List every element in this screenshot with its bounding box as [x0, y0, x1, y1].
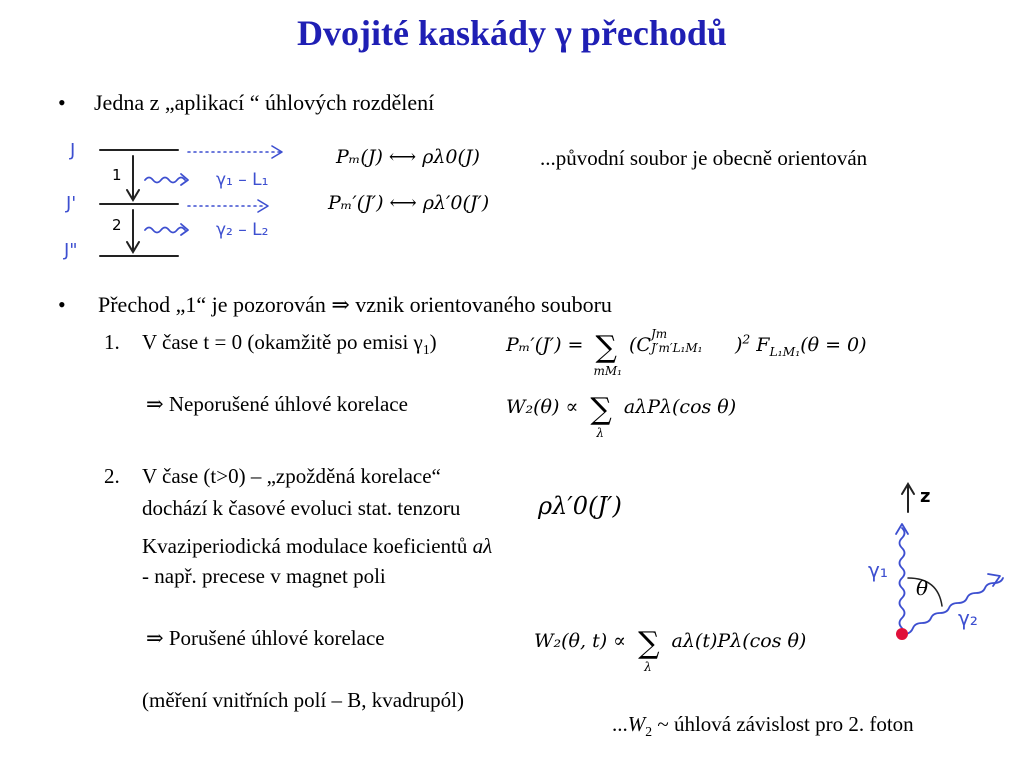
item1-text-main: V čase t = 0 (okamžitě po emisi γ	[142, 330, 423, 354]
footnote-text: ~ úhlová závislost pro 2. foton	[652, 712, 914, 736]
bullet2-text: Přechod „1“ je pozorován ⇒ vznik orientovaného souboru	[98, 292, 612, 317]
level-j-prime: J'	[66, 193, 77, 214]
item2-line2: dochází k časové evoluci stat. tenzoru	[142, 496, 461, 520]
footnote	[612, 712, 914, 740]
gamma1-label: γ₁	[868, 558, 888, 582]
theta-label: θ	[916, 576, 929, 600]
equation-w2	[506, 392, 737, 440]
bullet-marker: •	[58, 90, 66, 115]
eq1-c-sup: Jm	[650, 327, 668, 341]
item2-line4: - např. precese v magnet poli	[142, 564, 386, 588]
equation-w2-t	[534, 626, 807, 674]
z-axis-label: z	[920, 486, 931, 507]
eq1-sum-sub: mM₁	[593, 364, 622, 378]
transition-1-label: 1	[112, 166, 122, 184]
level-j-double-prime: J"	[64, 240, 78, 261]
angle-sketch	[850, 478, 1020, 658]
eq2-rhs: aλPλ(cos θ)	[623, 396, 737, 418]
equation-pm-rho: Pₘ(J) ⟷ ρλ0(J)	[336, 146, 480, 168]
photon-1-label: γ₁ – L₁	[216, 170, 269, 190]
item1-number: 1.	[104, 330, 120, 354]
eq1-f: F	[756, 334, 770, 356]
measurement-note: (měření vnitřních polí – B, kvadrupól)	[142, 688, 464, 712]
undisturbed-correlation: ⇒ Neporušené úhlové korelace	[146, 392, 408, 416]
item2-line1: V čase (t>0) – „zpožděná korelace“	[142, 464, 441, 488]
equation-pm-sum: Pₘ′(J′) = ∑ mM₁ (C Jm J′m′L₁M₁ )$^2$ $F_{L_1M_1}(\theta = 0)$	[506, 327, 867, 378]
item2-line3	[142, 534, 492, 559]
footnote-prefix: ...	[612, 712, 628, 736]
eq1-lhs: Pₘ′(J′) =	[506, 334, 584, 356]
eq1-c-sub: J′m′L₁M₁	[650, 341, 703, 355]
item1-close-paren: )	[429, 330, 437, 354]
sum-symbol: ∑ λ	[638, 626, 660, 674]
cascade-sketch	[60, 138, 300, 263]
sum-symbol: ∑ mM₁	[593, 330, 622, 378]
eq1-square: 2	[742, 332, 751, 347]
gamma2-label: γ₂	[958, 606, 978, 630]
equation-pm-prime-rho: Pₘ′(J′) ⟷ ρλ′0(J′)	[328, 192, 490, 214]
source-dot	[896, 628, 908, 640]
eq1-c-indices	[650, 327, 735, 355]
eq2-lhs: W₂(θ) ∝	[506, 396, 579, 418]
item1-text	[142, 330, 437, 358]
eq3-lhs: W₂(θ, t) ∝	[534, 630, 627, 652]
transition-2-label: 2	[112, 216, 122, 234]
eq2-sum-sub: λ	[596, 426, 604, 440]
eq1-f-sub: L₁M₁	[769, 344, 801, 359]
photon-2-label: γ₂ – L₂	[216, 220, 269, 240]
cascade-diagram	[60, 138, 300, 263]
disturbed-correlation: ⇒ Porušené úhlové korelace	[146, 626, 385, 650]
eq3-sum-sub: λ	[644, 660, 652, 674]
sum-symbol: ∑ λ	[590, 392, 612, 440]
page-title: Dvojité kaskády γ přechodů	[297, 13, 727, 53]
item2-line3-text: Kvaziperiodická modulace koeficientů	[142, 534, 468, 558]
tensor-rho: ρλ′0(J′)	[538, 492, 622, 520]
footnote-sub: 2	[645, 724, 653, 740]
footnote-w: W	[627, 712, 646, 736]
level-j: J	[70, 140, 76, 161]
bullet-marker: •	[58, 292, 66, 317]
note-original-ensemble: ...původní soubor je obecně orientován	[540, 146, 868, 170]
bullet1-text: Jedna z „aplikací “ úhlových rozdělení	[94, 90, 435, 115]
item2-number: 2.	[104, 464, 120, 488]
coef-a-lambda: aλ	[472, 534, 493, 558]
eq1-f-arg: (θ = 0)	[800, 334, 867, 356]
eq1-c: (C	[628, 334, 651, 356]
item1-gamma-sub: 1	[422, 342, 430, 358]
eq3-rhs: aλ(t)Pλ(cos θ)	[671, 630, 807, 652]
